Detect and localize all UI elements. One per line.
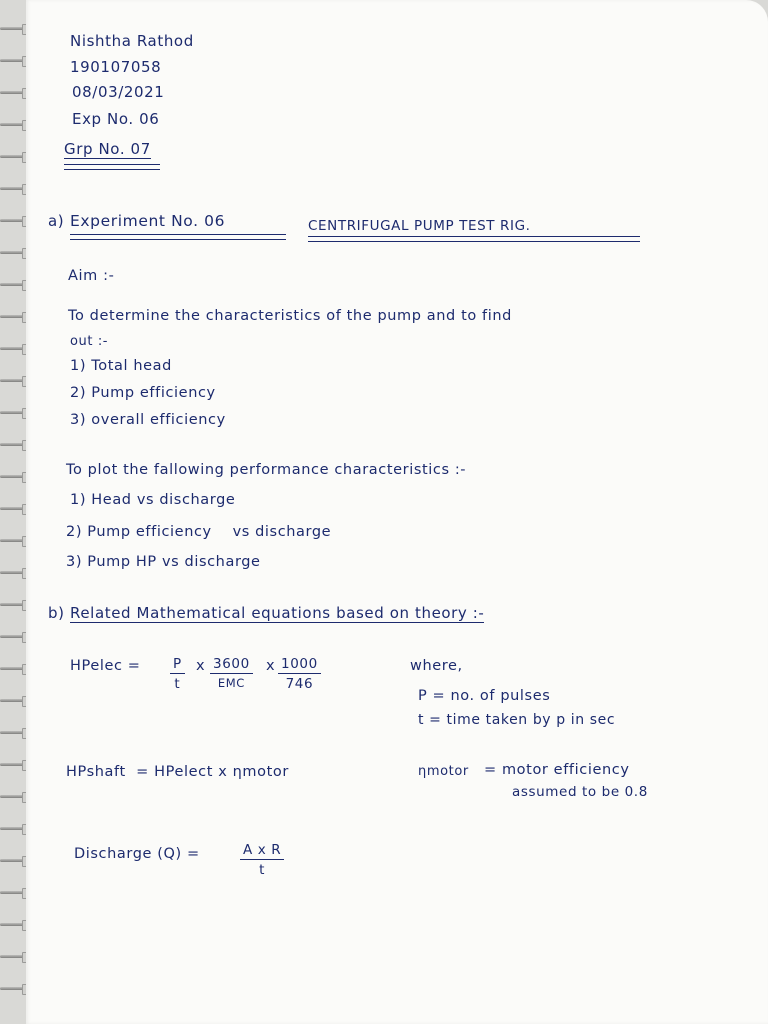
student-name: Nishtha Rathod	[70, 32, 194, 50]
definition-p: P = no. of pulses	[418, 688, 551, 704]
eq1-f3-numerator: 1000	[278, 656, 321, 674]
section-a-title: Experiment No. 06	[70, 212, 226, 230]
eq1-fraction-p-t	[170, 656, 185, 692]
aim-item-2: 2) Pump efficiency	[70, 385, 216, 401]
eq3-denominator: t	[259, 862, 266, 878]
aim-heading: Aim :-	[68, 268, 115, 284]
where-label: where,	[410, 658, 463, 674]
plot-item-2: 2) Pump efficiency vs discharge	[66, 524, 332, 540]
plot-item-1: 1) Head vs discharge	[70, 492, 236, 508]
eq3-fraction	[240, 842, 284, 878]
date: 08/03/2021	[72, 83, 165, 101]
eq1-f2-numerator: 3600	[210, 656, 253, 674]
plot-item-3: 3) Pump HP vs discharge	[66, 554, 261, 570]
experiment-number: Exp No. 06	[72, 110, 160, 128]
eta-motor-symbol: ηmotor	[418, 764, 469, 779]
plot-intro: To plot the fallowing performance characteristics :-	[66, 462, 467, 478]
group-number: Grp No. 07	[64, 140, 151, 158]
section-b-title: Related Mathematical equations based on theory :-	[70, 604, 485, 622]
aim-item-3: 3) overall efficiency	[70, 412, 226, 428]
section-a-title-underline	[70, 234, 286, 240]
aim-line-2: out :-	[70, 334, 109, 349]
aim-line-1: To determine the characteristics of the pump and to find	[68, 308, 512, 324]
eq3-numerator: A x R	[240, 842, 284, 860]
eq1-f2-denominator: EMC	[217, 676, 245, 690]
eq1-op1: x	[196, 658, 206, 674]
roll-number: 190107058	[70, 58, 162, 76]
eq1-f3-denominator: 746	[285, 676, 314, 692]
eq3-lhs: Discharge (Q) =	[74, 846, 200, 862]
eq1-op2: x	[266, 658, 276, 674]
eq1-f1-denominator: t	[174, 676, 181, 692]
section-b-label: b)	[48, 604, 65, 622]
section-a-subtitle: CENTRIFUGAL PUMP TEST RIG.	[308, 218, 531, 234]
notebook-page	[26, 0, 768, 1024]
eq1-lhs: HPelec =	[70, 658, 141, 674]
eta-motor-assumption: assumed to be 0.8	[512, 784, 648, 800]
section-a-subtitle-underline	[308, 236, 640, 242]
eta-motor-definition: = motor efficiency	[484, 762, 630, 778]
eq1-f1-numerator: P	[170, 656, 185, 674]
definition-t: t = time taken by p in sec	[418, 712, 616, 728]
aim-item-1: 1) Total head	[70, 358, 172, 374]
eq2-hp-shaft: HPshaft = HPelect x ηmotor	[66, 764, 289, 780]
section-a-label: a)	[48, 212, 65, 230]
eq1-fraction-1000-746	[278, 656, 321, 692]
eq1-fraction-3600-emc	[210, 656, 253, 690]
group-underline	[64, 164, 160, 170]
